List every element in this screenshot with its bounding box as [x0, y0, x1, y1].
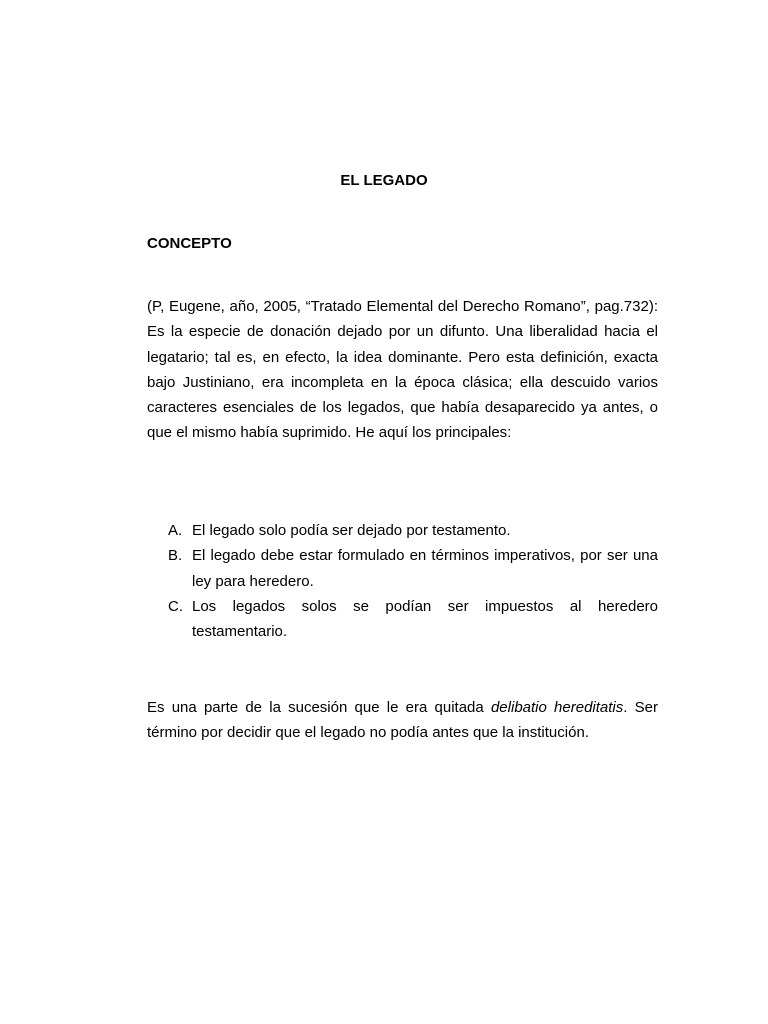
paragraph-concept: (P, Eugene, año, 2005, “Tratado Elemental del Derecho Romano”, pag.732): Es la especie de donación dejado por un difunto. Una liberalidad hacia el legatario; tal es, en efecto, la idea dominante. Pero esta definición, exacta bajo Justiniano, era incompleta en la época clásica; ella descuido varios caracteres esenciales de los legados, que había desaparecido ya antes, o que el mismo había suprimido. He aquí los principales: — [147, 298, 658, 442]
characteristics-list — [168, 518, 658, 644]
list-item-text: Los legados solos se podían ser impuestos al heredero testamentario. — [192, 597, 658, 641]
list-item-text: El legado solo podía ser dejado por testamento. — [192, 522, 511, 539]
list-item-text: El legado debe estar formulado en términos imperativos, por ser una ley para heredero. — [192, 547, 658, 590]
list-item-letter: C. — [168, 597, 183, 615]
document-title: EL LEGADO — [340, 172, 428, 189]
list-item-letter: B. — [168, 547, 183, 565]
list-item-letter: A. — [168, 522, 183, 539]
latin-term: delibatio hereditatis — [490, 699, 624, 716]
list-item — [168, 518, 658, 543]
paragraph-text-start: Es una parte de la sucesión que le era quitada — [147, 699, 491, 716]
list-item — [168, 594, 658, 645]
list-item — [168, 543, 658, 594]
section-heading: CONCEPTO — [147, 235, 232, 252]
paragraph-conclusion — [147, 695, 658, 746]
paragraph-text-end: . Ser término por decidir que el legado no podía antes que la institución. — [147, 699, 658, 742]
